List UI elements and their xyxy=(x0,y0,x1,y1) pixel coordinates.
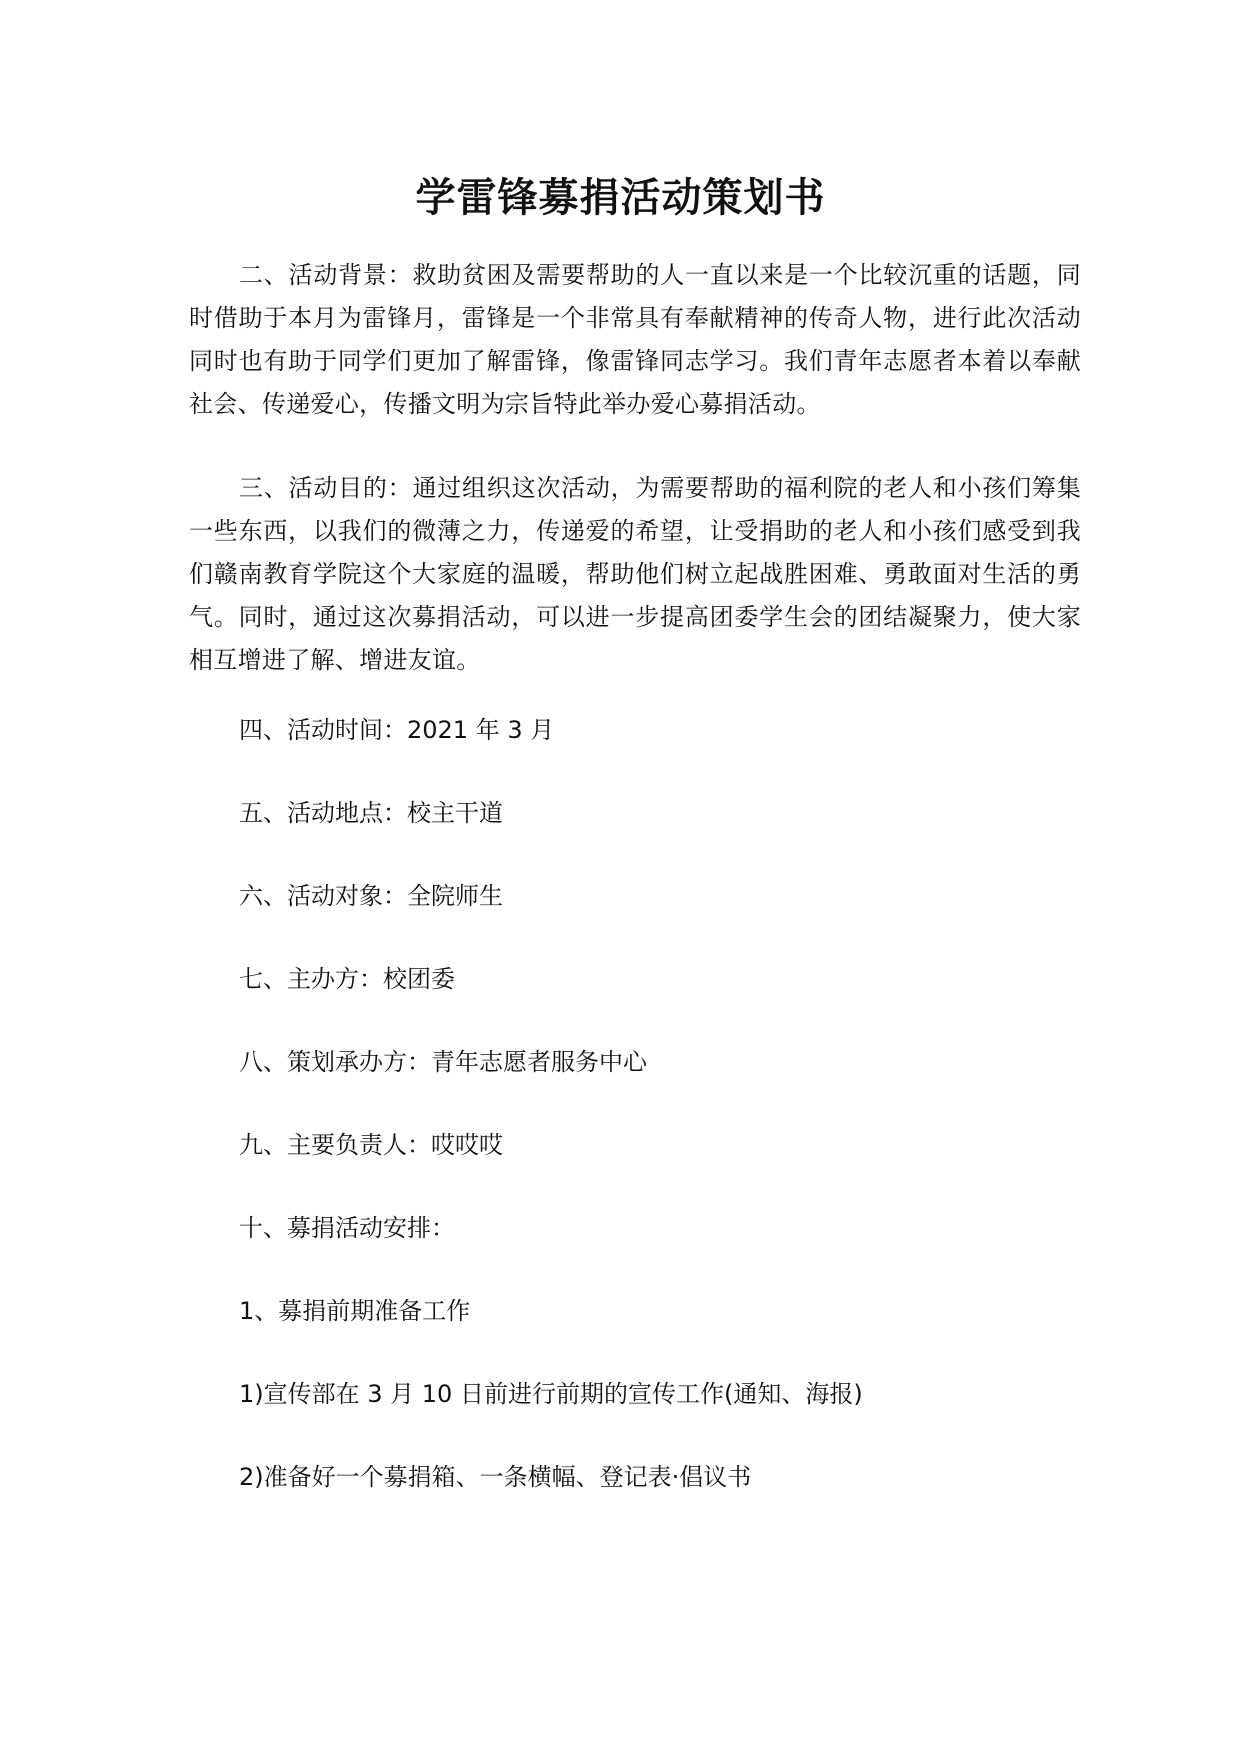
section-background: 二、活动背景：救助贫困及需要帮助的人一直以来是一个比较沉重的话题，同时借助于本月为雷锋月，雷锋是一个非常具有奉献精神的传奇人物，进行此次活动同时也有助于同学们更加了解雷锋，像雷锋同志学习。我们青年志愿者本着以奉献社会、传递爱心，传播文明为宗旨特此举办爱心募捐活动。 xyxy=(189,261,1081,418)
section-goal: 三、活动目的：通过组织这次活动，为需要帮助的福利院的老人和小孩们筹集一些东西，以我们的微薄之力，传递爱的希望，让受捐助的老人和小孩们感受到我们赣南教育学院这个大家庭的温暖，帮助他们树立起战胜困难、勇敢面对生活的勇气。同时，通过这次募捐活动，可以进一步提高团委学生会的团结凝聚力，使大家相互增进了解、增进友谊。 xyxy=(189,474,1081,674)
document-title: 学雷锋募捐活动策划书 xyxy=(415,175,826,221)
section-time: 四、活动时间：2021 年 3 月 xyxy=(239,716,555,744)
step-1-item-2: 2)准备好一个募捐箱、一条横幅、登记表·倡议书 xyxy=(239,1463,752,1491)
step-1-item-1: 1)宣传部在 3 月 10 日前进行前期的宣传工作(通知、海报) xyxy=(239,1380,863,1408)
section-place: 五、活动地点：校主干道 xyxy=(239,799,503,827)
section-organizer: 八、策划承办方：青年志愿者服务中心 xyxy=(239,1048,647,1076)
section-target: 六、活动对象：全院师生 xyxy=(239,882,503,910)
step-1-heading: 1、募捐前期准备工作 xyxy=(239,1297,471,1325)
section-arrangement: 十、募捐活动安排： xyxy=(239,1214,455,1242)
section-leader: 九、主要负责人：哎哎哎 xyxy=(239,1131,503,1159)
section-host: 七、主办方：校团委 xyxy=(239,965,455,993)
